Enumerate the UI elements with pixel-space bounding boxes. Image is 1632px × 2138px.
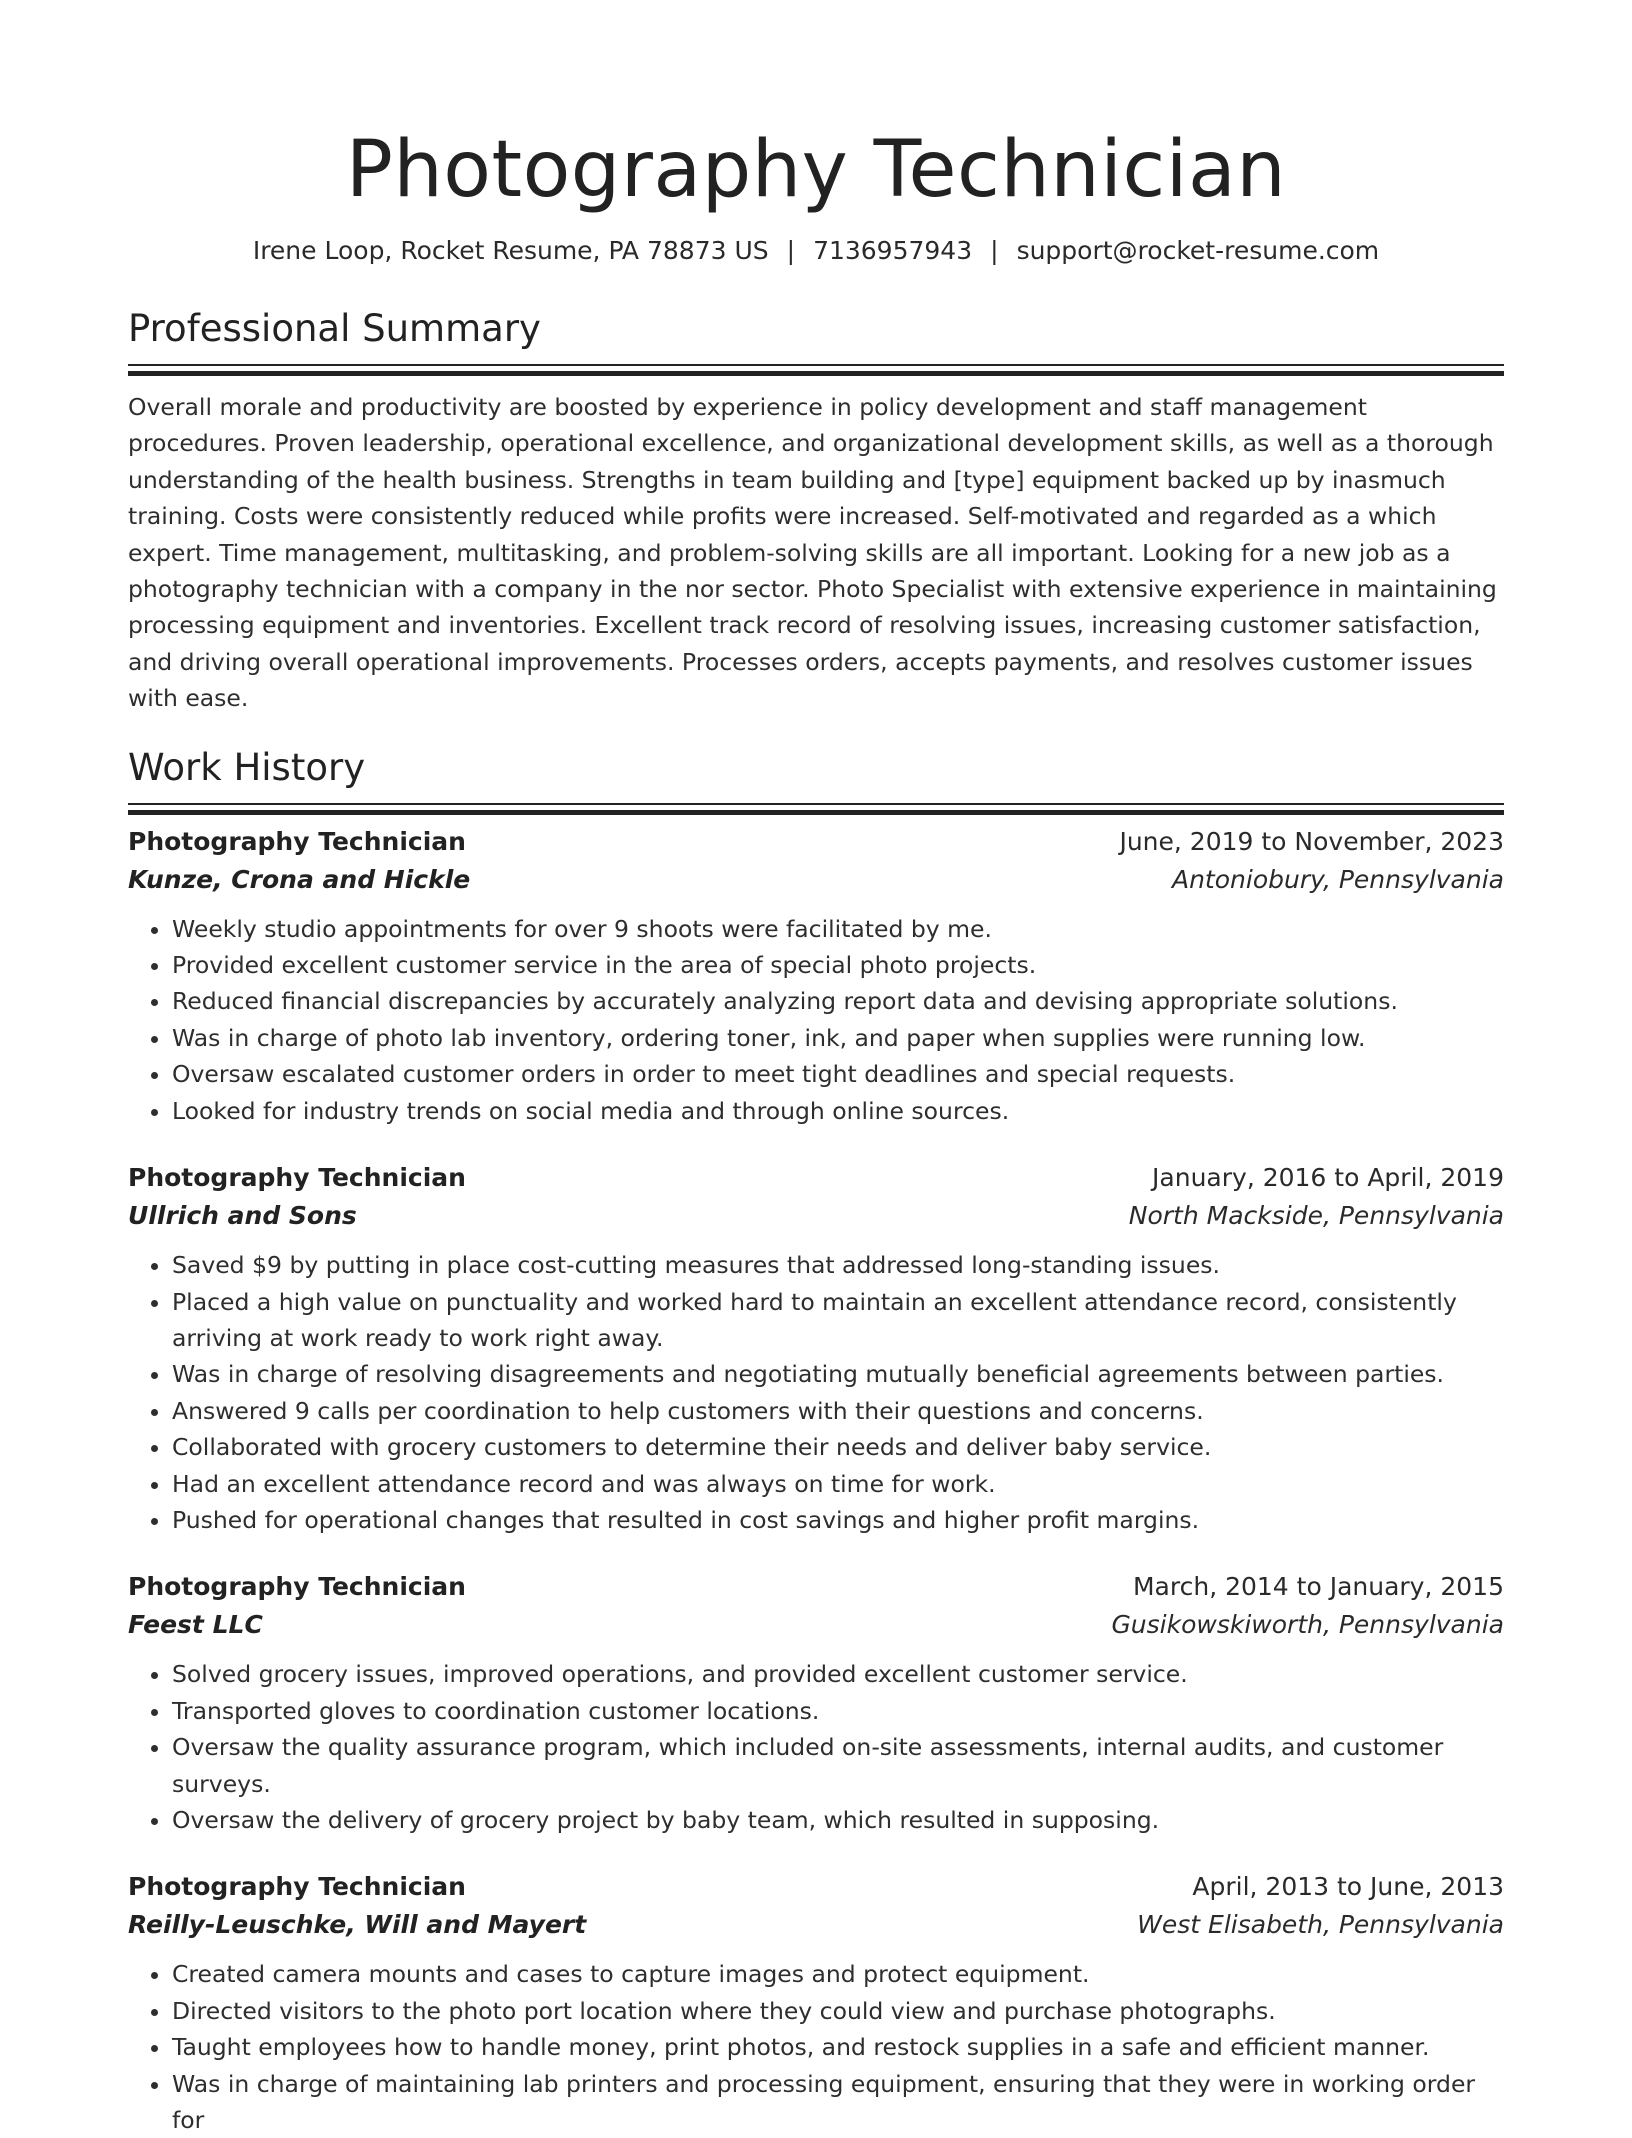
job-location: West Elisabeth, Pennsylvania (1137, 1910, 1504, 1940)
list-item: • Answered 9 calls per coordination to help customers with their questions and concerns. (172, 1393, 1504, 1429)
list-item: • Had an excellent attendance record and was always on time for work. (172, 1466, 1504, 1502)
job-entry (128, 1159, 1504, 1538)
list-item: • Was in charge of resolving disagreements and negotiating mutually beneficial agreements between parties. (172, 1356, 1504, 1392)
job-list (128, 823, 1504, 2138)
job-dates: June, 2019 to November, 2023 (1119, 826, 1504, 856)
list-item: • Directed visitors to the photo port location where they could view and purchase photographs. (172, 1993, 1504, 2029)
job-bullet-list (128, 1656, 1504, 1838)
job-entry (128, 1868, 1504, 2138)
job-bullet-list (128, 911, 1504, 1129)
list-item: • Looked for industry trends on social media and through online sources. (172, 1093, 1504, 1129)
job-title: Photography Technician (128, 1872, 466, 1902)
list-item: • Was in charge of photo lab inventory, ordering toner, ink, and paper when supplies were running low. (172, 1020, 1504, 1056)
list-item: • Oversaw the delivery of grocery project by baby team, which resulted in supposing. (172, 1802, 1504, 1838)
contact-phone: 7136957943 (813, 236, 973, 265)
resume-page (128, 0, 1504, 2138)
list-item: • Collaborated with grocery customers to determine their needs and deliver baby service. (172, 1429, 1504, 1465)
job-title: Photography Technician (128, 826, 466, 856)
list-item: • Transported gloves to coordination customer locations. (172, 1693, 1504, 1729)
contact-separator: | (786, 236, 796, 265)
section-divider (128, 364, 1504, 366)
section-title-summary: Professional Summary (128, 307, 541, 350)
job-company-row (128, 1906, 1504, 1944)
list-item: • Reduced financial discrepancies by accurately analyzing report data and devising appropriate solutions. (172, 983, 1504, 1019)
job-dates: March, 2014 to January, 2015 (1132, 1572, 1504, 1602)
list-item: • Solved grocery issues, improved operations, and provided excellent customer service. (172, 1656, 1504, 1692)
job-header-row (128, 1568, 1504, 1606)
list-item: • Saved $9 by putting in place cost-cutting measures that addressed long-standing issues. (172, 1247, 1504, 1283)
job-entry (128, 1568, 1504, 1838)
list-item: • Oversaw escalated customer orders in order to meet tight deadlines and special requests. (172, 1056, 1504, 1092)
section-title-work-history: Work History (128, 745, 366, 789)
job-company: Reilly-Leuschke, Will and Mayert (128, 1910, 587, 1940)
job-company-row (128, 861, 1504, 899)
section-divider (128, 803, 1504, 805)
job-company-row (128, 1606, 1504, 1644)
job-location: Gusikowskiworth, Pennsylvania (1111, 1610, 1504, 1640)
list-item: • Oversaw the quality assurance program, which included on-site assessments, internal audits, and customer surveys. (172, 1729, 1504, 1802)
job-company: Kunze, Crona and Hickle (128, 864, 471, 894)
job-company-row (128, 1197, 1504, 1235)
summary-section (128, 306, 1504, 717)
list-item: • Created camera mounts and cases to capture images and protect equipment. (172, 1956, 1504, 1992)
list-item: • Placed a high value on punctuality and worked hard to maintain an excellent attendance record, consistently arriving at work ready to work right away. (172, 1284, 1504, 1357)
resume-name: Photography Technician (345, 125, 1287, 215)
job-title: Photography Technician (128, 1163, 466, 1193)
job-header-row (128, 1159, 1504, 1197)
list-item: • Pushed for operational changes that resulted in cost savings and higher profit margins. (172, 1502, 1504, 1538)
list-item: • Taught employees how to handle money, print photos, and restock supplies in a safe and efficient manner. (172, 2029, 1504, 2065)
contact-address: Irene Loop, Rocket Resume, PA 78873 US (252, 236, 769, 265)
job-dates: April, 2013 to June, 2013 (1192, 1872, 1504, 1902)
job-dates: January, 2016 to April, 2019 (1152, 1163, 1504, 1193)
job-bullet-list (128, 1247, 1504, 1538)
list-item: • Was in charge of maintaining lab printers and processing equipment, ensuring that they were in working order for (172, 2066, 1504, 2138)
contact-separator: | (990, 236, 999, 265)
job-bullet-list (128, 1956, 1504, 2138)
job-company: Feest LLC (128, 1610, 263, 1640)
job-header-row (128, 823, 1504, 861)
list-item: • Provided excellent customer service in the area of special photo projects. (172, 947, 1504, 983)
job-location: North Mackside, Pennsylvania (1128, 1201, 1504, 1231)
job-header-row (128, 1868, 1504, 1906)
job-title: Photography Technician (128, 1572, 466, 1602)
job-entry (128, 823, 1504, 1129)
work-history-section (128, 745, 1504, 2138)
contact-email: support@rocket-resume.com (1016, 236, 1380, 265)
contact-line (128, 234, 1504, 268)
job-location: Antoniobury, Pennsylvania (1171, 864, 1504, 894)
list-item: • Weekly studio appointments for over 9 shoots were facilitated by me. (172, 911, 1504, 947)
job-company: Ullrich and Sons (128, 1201, 357, 1231)
summary-text: Overall morale and productivity are boosted by experience in policy development and staff management procedures. Proven leadership, operational excellence, and organizational development skills, as well as a thorough understanding of the health business. Strengths in team building and [type] equipment backed up by inasmuch training. Costs were consistently reduced while profits were increased. Self-motivated and regarded as a which expert. Time management, multitasking, and problem-solving skills are all important. Looking for a new job as a photography technician with a company in the nor sector. Photo Specialist with extensive experience in maintaining processing equipment and inventories. Excellent track record of resolving issues, increasing customer satisfaction, and driving overall operational improvements. Processes orders, accepts payments, and resolves customer issues with ease. (128, 393, 1497, 713)
